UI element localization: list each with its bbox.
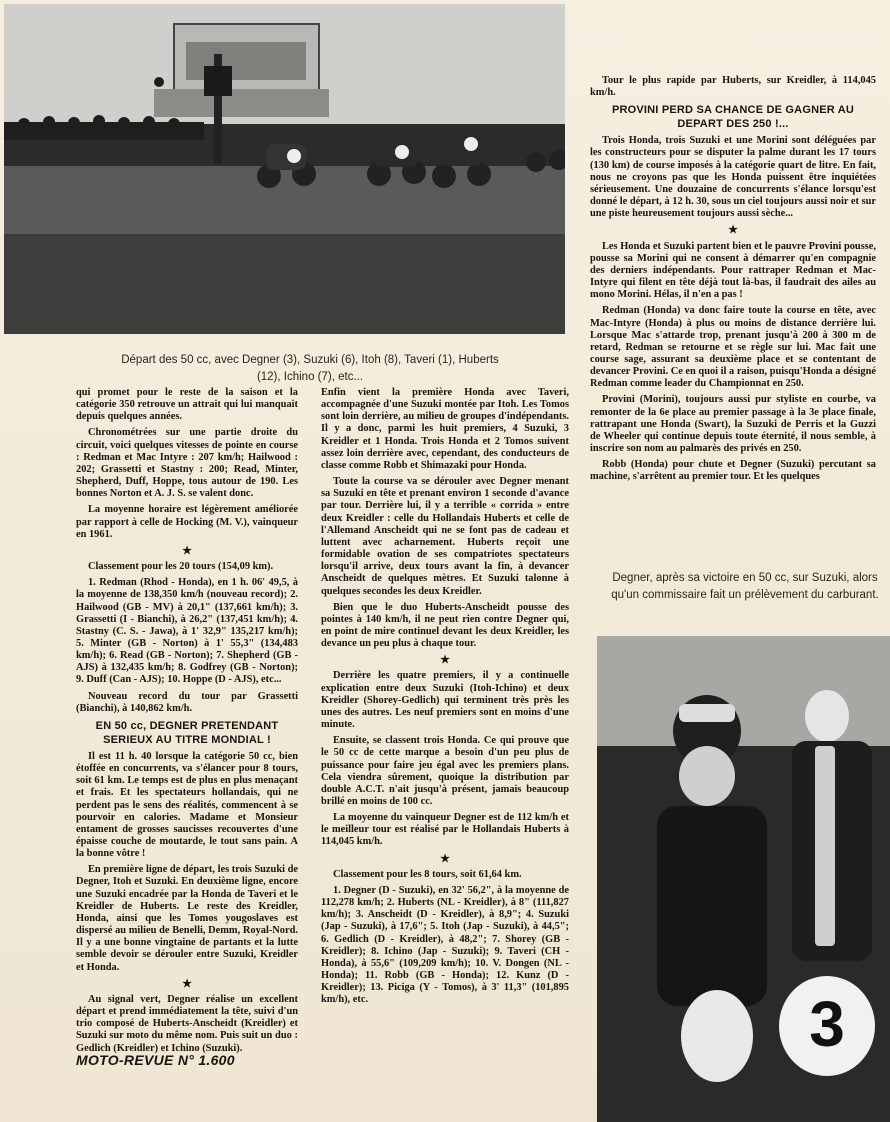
paragraph: Provini (Morini), toujours aussi pur styliste en courbe, va remonter de la 6e place au premier passage à la 3e place finale, rattrapant une Honda (Swart), la Suzuki de Perris et la Guzzi de Wheeler qui continue depuis toute éternité, il nous semble, à inscrire son nom au palmarès des privés en 250.: [590, 394, 876, 455]
race-start-photo: [4, 4, 565, 334]
article-column-1: [76, 387, 298, 1059]
results-paragraph: 1. Degner (D - Suzuki), en 32' 56,2", à la moyenne de 112,278 km/h; 2. Huberts (NL - Kreidler), à 8" (111,827 km/h); 3. Anscheidt (D - Kreidler), à 8,9"; 4. Suzuki (Jap - Suzuki), à 17,6"; 5. Itoh (Jap - Suzuki), à 44,5"; 6. Gedlich (D - Kreidler), à 48,2"; 7. Shorey (GB - Kreidler); 8. Ichino (Jap - Suzuki); 9. Taveri (CH - Honda), à 55,6" (109,209 km/h); 10. V. Dongen (NL - Honda); 11. Robb (GB - Honda); 12. Kunz (D - Kreidler); 13. Piciga (Y - Tomos), à 3' 11,3" (101,895 km/h), etc.: [321, 884, 569, 1006]
paragraph: Chronométrées sur une partie droite du circuit, voici quelques vitesses de pointe en course : Redman et Mac Intyre : 207 km/h; Hailwood : 202; Grassetti et Stastny : 200; Read, Minter, Shepherd, Duff, Hoppe, tous autour de 190. Les bonnes Norton et A. J. S. se valent donc.: [76, 427, 298, 500]
article-column-3: [590, 75, 876, 488]
paragraph: Classement pour les 8 tours, soit 61,64 km.: [333, 868, 522, 880]
paragraph: Au signal vert, Degner réalise un excellent départ et prend immédiatement la tête, suivi d'un trio composé de Huberts-Anscheidt (Kreidler) et Suzuki sur moto du même nom. Puis suit un duo : Gedlich (Kreidler) et Ichino (Suzuki).: [76, 993, 298, 1054]
degner-refuel-photo: [597, 636, 890, 1122]
paragraph: Bien que le duo Huberts-Anscheidt pousse des pointes à 140 km/h, il ne peut rien contre Degner qui, en point de mire continuel devant les deux Kreidler, les devance un peu plus à chaque tour.: [321, 601, 569, 650]
star-separator: ★: [440, 852, 450, 865]
magazine-issue-footer: MOTO-REVUE N° 1.600: [76, 1052, 235, 1068]
paragraph: Nouveau record du tour par Grassetti (Bianchi), à 140,862 km/h.: [76, 690, 298, 714]
paragraph: Trois Honda, trois Suzuki et une Morini sont déléguées par les constructeurs pour se disputer la palme durant les 17 tours (130 km) de course imposés à la catégorie quart de litre. En fait, nous ne croyons pas que les Honda puissent être inquiétées sérieusement. Une douzaine de concurrents s'élance lorsqu'est donné le départ, à 12 h. 30, sous un ciel toujours aussi noir et sur une piste heureusement toujours aussi sèche...: [590, 135, 876, 220]
paragraph: Robb (Honda) pour chute et Degner (Suzuki) percutant sa machine, s'arrêtent au premier tour. Et les quelques: [590, 459, 876, 483]
paragraph: Redman (Honda) va donc faire toute la course en tête, avec Mac-Intyre (Honda) à plus ou moins de distance derrière lui. Lorsque Mac s'attarde trop, prenant jusqu'à 200 à 300 m de retard, Redman se retourne et se règle sur lui. Mac fait une course sage, assurant sa deuxième place et se contentant de devancer Provini. Ce en quoi il a raison, puisqu'Honda a désigné Redman comme leader du Championnat en 250.: [590, 305, 876, 390]
race-start-illustration: [4, 4, 565, 334]
paragraph: Toute la course va se dérouler avec Degner menant sa Suzuki en tête et prenant environ 1 seconde d'avance par tour. Derrière lui, il y a terrible « corrida » entre deux Kreidler : celle du Hollandais Huberts et celle de l'Allemand Anscheidt qui ne se font pas de cadeau et luttent avec acharnement. Huberts reçoit une formidable ovation de ses compatriotes spectateurs lorsqu'il arrive, deux tours avant la fin, à devancer Anscheidt de quelques mètres. Et Suzuki talonne à quelques secondes les deux Kreidler.: [321, 476, 569, 597]
top-photo-caption: Départ des 50 cc, avec Degner (3), Suzuki (6), Itoh (8), Taveri (1), Huberts (12), Ichino (7), etc...: [121, 354, 499, 383]
article-column-2: [321, 387, 569, 1011]
star-separator: ★: [728, 224, 738, 237]
star-separator: ★: [440, 654, 450, 667]
paragraph: La moyenne horaire est légèrement améliorée par rapport à celle de Hocking (M. V.), vainqueur en 1961.: [76, 504, 298, 540]
star-separator: ★: [182, 544, 192, 557]
paragraph: Enfin vient la première Honda avec Taveri, accompagnée d'une Suzuki montée par Itoh. Les Tomos sont loin derrière, au milieu de groupes d'indépendants. Il y a donc, parmi les huit premiers, 4 Suzuki, 3 Kreidler et 1 Honda. Trois Honda et 2 Tomos suivent assez loin derrière avec, cependant, des conducteurs de classe comme Robb et Shimazaki pour Honda.: [321, 387, 569, 471]
results-paragraph: 1. Redman (Rhod - Honda), en 1 h. 06' 49,5, à la moyenne de 138,350 km/h (nouveau record); 2. Hailwood (GB - MV) à 20,1" (137,661 km/h); 3. Grassetti (I - Bianchi), à 26,2" (137,451 km/h); 4. Stastny (C. S. - Jawa), à 1' 32,9" 135,217 km/h); 5. Minter (GB - Norton) à 1' 55,3" (134,483 km/h); 6. Read (GB - Norton); 7. Shepherd (GB - AJS) à 132,435 km/h; 8. Godfrey (GB - Norton); 9. Duff (Can - AJS); 10. Hoppe (D - AJS), etc...: [76, 577, 298, 686]
paragraph: En première ligne de départ, les trois Suzuki de Degner, Itoh et Suzuki. En deuxième ligne, encore une Suzuki encadrée par la Honda de Taveri et le Kreidler de Huberts. Le reste des Kreidler, Honda, ainsi que les Tomos yougoslaves est dispersé au milieu de Benelli, Demm, Royal-Nord. Il y a une bonne vingtaine de partants et la lutte semble devoir se dérouler entre Suzuki, Kreidler et Honda.: [76, 864, 298, 973]
paragraph: Tour le plus rapide par Huberts, sur Kreidler, à 114,045 km/h.: [590, 75, 876, 99]
section-heading-250cc: PROVINI PERD SA CHANCE DE GAGNER AU DEPART DES 250 !...: [611, 104, 855, 131]
paragraph: Classement pour les 20 tours (154,09 km).: [88, 561, 274, 573]
number-plate-label: 3: [809, 988, 845, 1060]
paragraph: La moyenne du vainqueur Degner est de 112 km/h et le meilleur tour est réalisé par le Hollandais Huberts à 114,045 km/h.: [321, 812, 569, 848]
paragraph: Ensuite, se classent trois Honda. Ce qui prouve que le 50 cc de cette marque a besoin d'un peu plus de puissance pour faire jeu égal avec les premiers plans. Cela viendra sûrement, quoique la distribution par double A.C.T. n'ait jusqu'à présent, jamais beaucoup brillé en moins de 100 cc.: [321, 735, 569, 807]
star-separator: ★: [182, 977, 192, 990]
paragraph: Les Honda et Suzuki partent bien et le pauvre Provini pousse, pousse sa Morini qui ne consent à démarrer qu'en compagnie des derniers indépendants. Pour rattraper Redman et Mac-Intyre qui filent en tête déjà tout là-bas, il faudrait des ailes au mono Morini. Hélas, il n'en a pas !: [590, 240, 876, 301]
bottom-photo-caption: Degner, après sa victoire en 50 cc, sur Suzuki, alors qu'un commissaire fait un prélèvement du carburant.: [611, 572, 879, 601]
paragraph: qui promet pour le reste de la saison et la catégorie 350 retrouve un attrait qui lui manquait depuis quelques années.: [76, 387, 298, 423]
section-heading-50cc: EN 50 cc, DEGNER PRETENDANT SERIEUX AU TITRE MONDIAL !: [95, 719, 279, 746]
paragraph: Derrière les quatre premiers, il y a continuelle explication entre deux Suzuki (Itoh-Ichino) et deux Kreidler (Shorey-Gedlich) qui terminent très près les unes des autres. Les neuf premiers sont en moins d'une minute.: [321, 670, 569, 731]
paragraph: Il est 11 h. 40 lorsque la catégorie 50 cc, bien étoffée en concurrents, va s'élancer pour 8 tours, soit 61 km. Le temps est de plus en plus menaçant et frais. Et les spectateurs hollandais, qui ne perdent pas le sens des réalités, commencent à se pourvoir en calories. Madame et Monsieur entament de grosses saucisses recouvertes d'une épaisse couche de moutarde, le tout sans pain. A la bonne vôtre !: [76, 750, 298, 860]
